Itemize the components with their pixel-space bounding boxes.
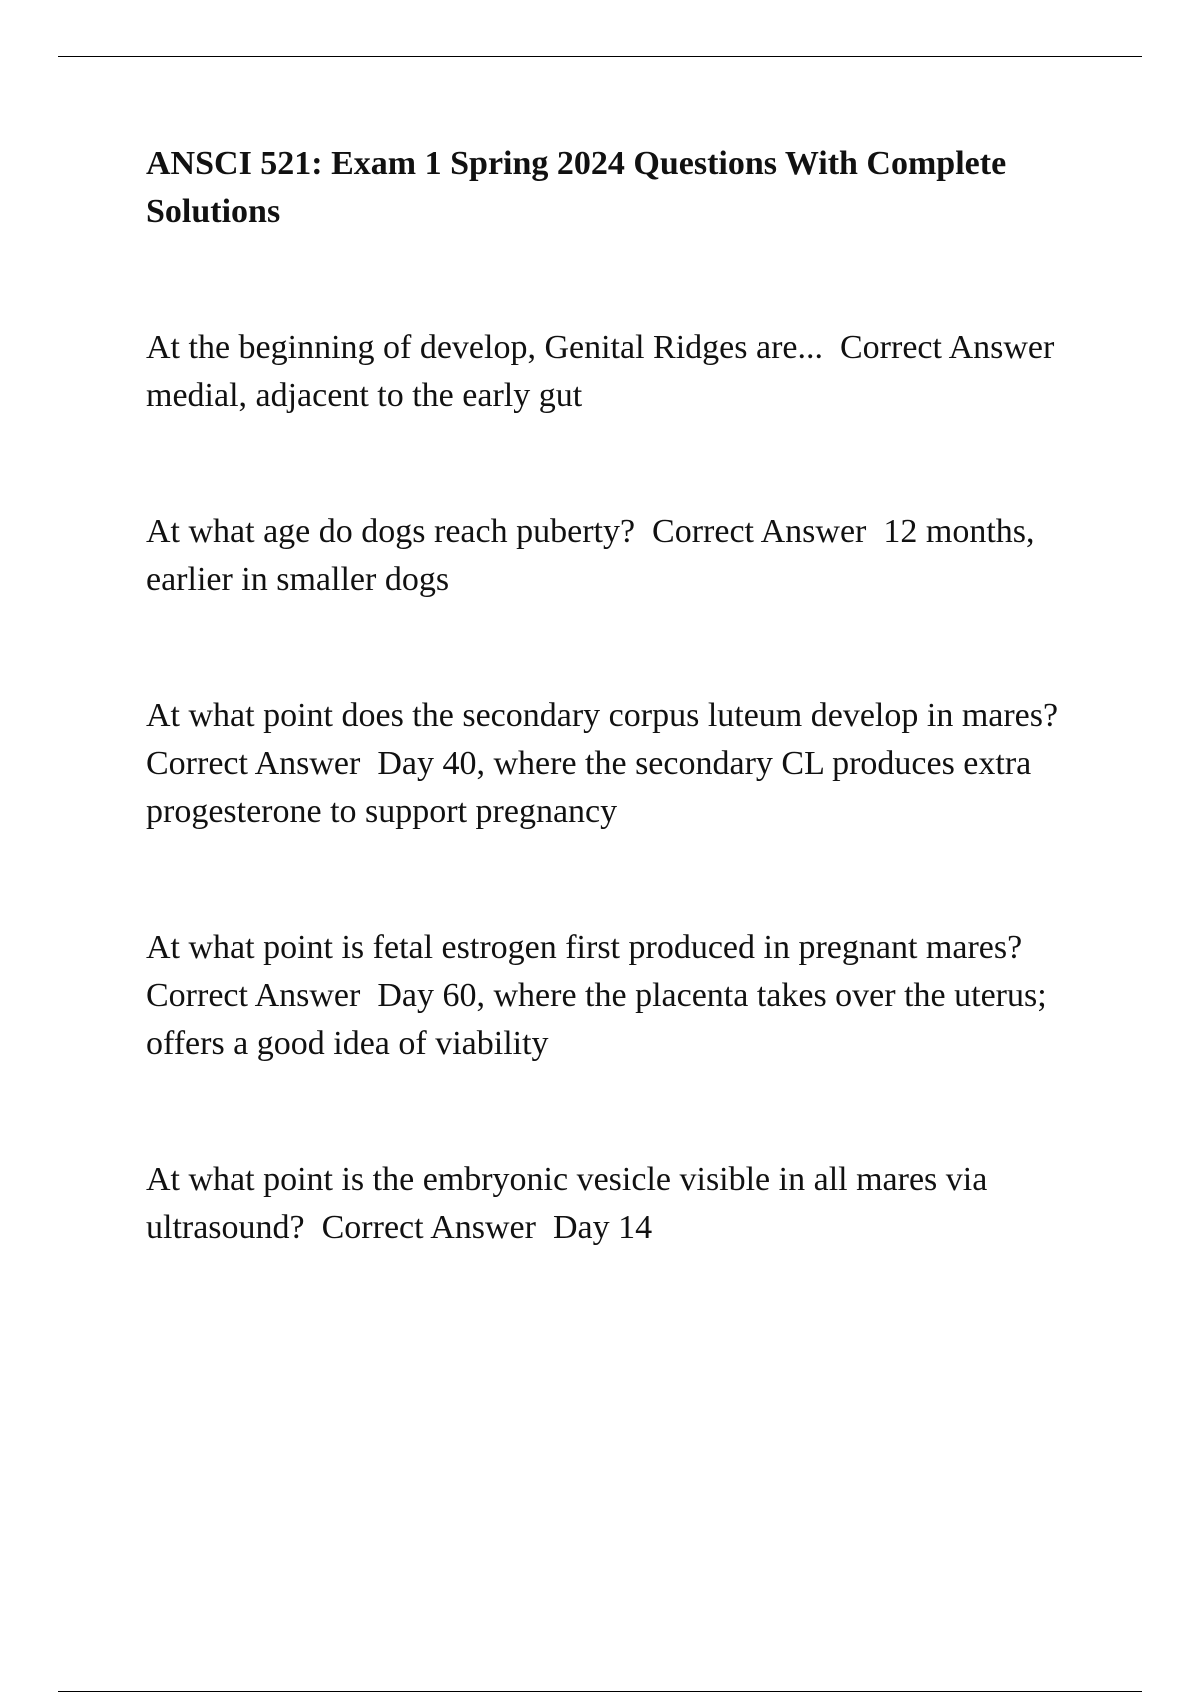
qa-item: At what point is the embryonic vesicle visible in all mares via ultrasound? Correct Answer Day 14	[146, 1161, 996, 1246]
qa-item: At the beginning of develop, Genital Ridges are... Correct Answer medial, adjacent to the early gut	[146, 329, 1072, 414]
document-body	[146, 140, 1106, 1252]
qa-item: At what age do dogs reach puberty? Correct Answer 12 months, earlier in smaller dogs	[146, 513, 1043, 598]
qa-item: At what point is fetal estrogen first produced in pregnant mares? Correct Answer Day 60, where the placenta takes over the uterus; offers a good idea of viability	[146, 929, 1056, 1062]
document-title: ANSCI 521: Exam 1 Spring 2024 Questions With Complete Solutions	[146, 145, 1007, 230]
bottom-rule	[58, 1691, 1142, 1692]
qa-item: At what point does the secondary corpus luteum develop in mares? Correct Answer Day 40, where the secondary CL produces extra progesterone to support pregnancy	[146, 697, 1076, 830]
top-rule	[58, 56, 1142, 57]
